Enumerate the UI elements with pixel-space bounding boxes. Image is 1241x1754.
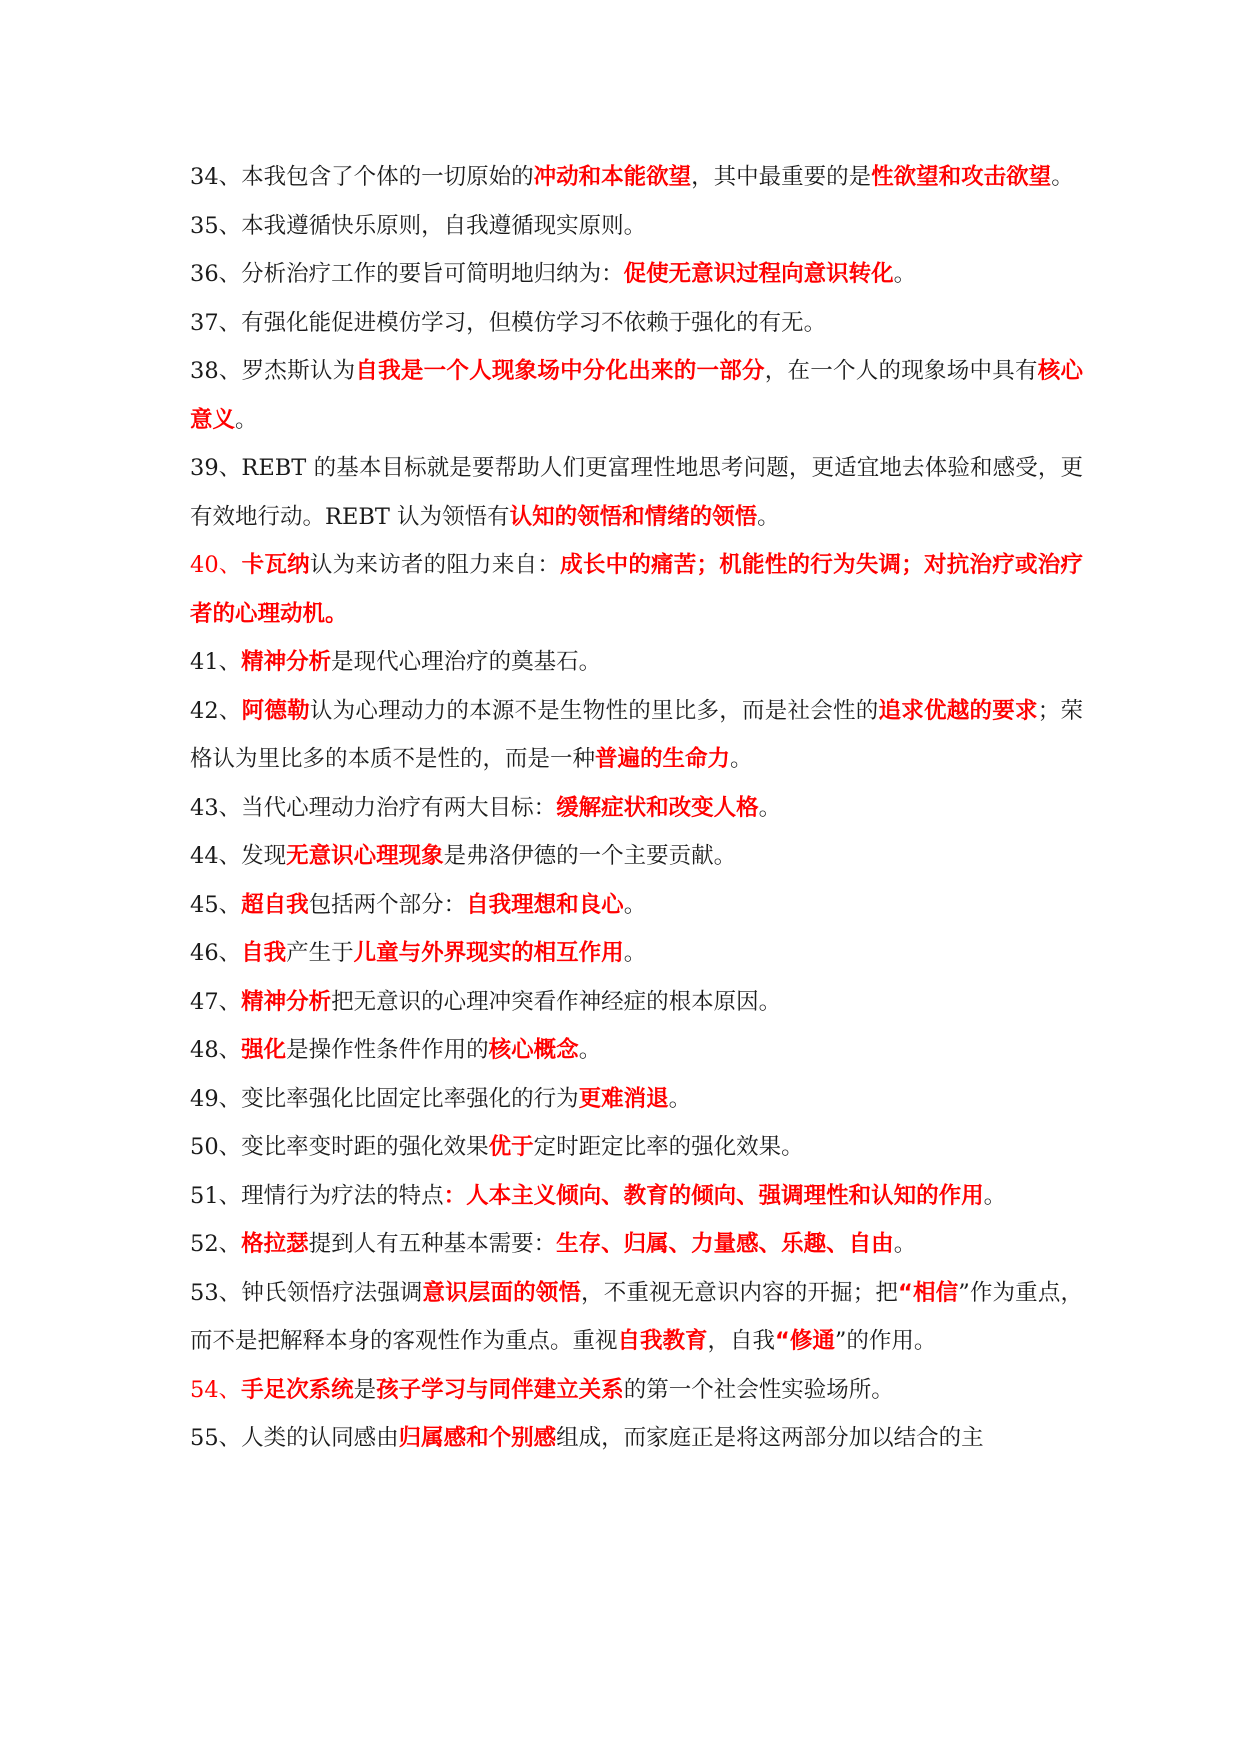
item-text: 49、变比率强化比固定比率强化的行为 (190, 1085, 579, 1112)
highlighted-answer-text: 自我是一个人现象场中分化出来的一部分 (355, 358, 765, 384)
item-text: 。 (893, 1231, 917, 1257)
item-text: ，其中最重要的是 (691, 164, 872, 190)
item-text: 36、分析治疗工作的要旨可简明地归纳为： (190, 261, 624, 287)
item-text: 。 (623, 940, 647, 966)
item-text: 41、 (190, 649, 242, 675)
highlighted-answer-text: 精神分析 (241, 988, 332, 1015)
highlighted-answer-text: “相信 (898, 1279, 959, 1306)
question-list (190, 153, 1083, 1463)
item-text: 。 (623, 891, 647, 918)
item-text: ”作为重点，而不是把解释本身的客观性作为重点。重视 (190, 1279, 1083, 1354)
item-text: 。 (893, 261, 917, 287)
question-item (190, 1026, 1083, 1075)
highlighted-answer-text: 核心概念 (488, 1037, 579, 1063)
item-text: 是现代心理治疗的奠基石。 (331, 649, 602, 675)
highlighted-answer-text: 54、 (190, 1376, 242, 1403)
question-item (190, 1172, 1083, 1221)
item-text: 。 (578, 1037, 602, 1063)
highlighted-answer-text: 冲动和本能欲望 (533, 164, 692, 190)
item-text: ，不重视无意识内容的开掘；把 (581, 1279, 899, 1306)
item-text: 44、发现 (190, 843, 287, 869)
item-text: 是操作性条件作用的 (286, 1037, 489, 1063)
highlighted-answer-text: 促使无意识过程向意识转化 (623, 261, 894, 287)
question-item (190, 347, 1083, 444)
question-item (190, 250, 1083, 299)
question-item (190, 784, 1083, 833)
highlighted-answer-text: 卡瓦纳 (241, 552, 310, 578)
item-text: 39、REBT 的基本目标就是要帮助人们更富理性地思考问题，更适宜地去体验和感受，更有效地行动。REBT 认为领悟有 (190, 455, 1083, 530)
item-text: 34、本我包含了个体的一切原始的 (190, 164, 534, 190)
item-text: 认为心理动力的本源不是生物性的里比多，而是社会性的 (309, 697, 879, 724)
highlighted-answer-text: 优于 (488, 1134, 534, 1160)
question-item (190, 541, 1083, 638)
item-text: ，自我 (707, 1328, 776, 1354)
highlighted-answer-text: 自我理想和良心 (466, 891, 624, 918)
item-text: 。 (730, 746, 753, 772)
item-text: 定时距定比率的强化效果。 (533, 1134, 804, 1160)
item-text: 52、 (190, 1231, 242, 1257)
item-text: 51、理情行为疗法的特点 (190, 1182, 444, 1209)
item-text: 包括两个部分： (308, 891, 467, 918)
question-item (190, 202, 1083, 251)
highlighted-answer-text: 强化 (241, 1037, 287, 1063)
highlighted-answer-text: 精神分析 (241, 649, 332, 675)
highlighted-answer-text: 手足次系统 (241, 1376, 354, 1403)
highlighted-answer-text: 归属感和个别感 (398, 1425, 557, 1451)
item-text: 55、人类的认同感由 (190, 1425, 399, 1451)
item-text: 。 (757, 503, 780, 530)
highlighted-answer-text: 孩子学习与同伴建立关系 (376, 1376, 624, 1403)
highlighted-answer-text: 超自我 (241, 891, 309, 918)
item-text: 46、 (190, 940, 242, 966)
question-item (190, 299, 1083, 348)
highlighted-answer-text: 成长中的痛苦；机能性的行为失调；对抗治疗或治疗者的心理动机。 (190, 552, 1083, 627)
question-item (190, 881, 1083, 930)
highlighted-answer-text: 核心意义 (190, 358, 1083, 433)
highlighted-answer-text: 性欲望和攻击欲望 (871, 164, 1052, 190)
item-text: 把无意识的心理冲突看作神经症的根本原因。 (331, 988, 782, 1015)
highlighted-answer-text: 普遍的生命力 (595, 746, 731, 772)
highlighted-answer-text: 更难消退 (578, 1085, 669, 1112)
question-item (190, 687, 1083, 784)
item-text: 。 (668, 1085, 692, 1112)
question-item (190, 444, 1083, 541)
item-text: ；荣格认为里比多的本质不是性的，而是一种 (190, 697, 1083, 772)
question-item (190, 1269, 1083, 1366)
highlighted-answer-text: “修通 (775, 1328, 835, 1354)
item-text: 45、 (190, 891, 242, 918)
highlighted-answer-text: 格拉瑟 (241, 1231, 309, 1257)
item-text: 。 (1051, 164, 1074, 190)
item-text: 的第一个社会性实验场所。 (623, 1376, 894, 1403)
highlighted-answer-text: 认知的领悟和情绪的领悟 (509, 503, 758, 530)
item-text: 50、变比率变时距的强化效果 (190, 1134, 489, 1160)
question-item (190, 153, 1083, 202)
item-text: ”的作用。 (834, 1328, 937, 1354)
item-text: 是 (353, 1376, 377, 1403)
highlighted-answer-text: 自我 (241, 940, 287, 966)
item-text: 53、钟氏领悟疗法强调 (190, 1279, 423, 1306)
item-text: 。 (235, 406, 258, 433)
question-item (190, 929, 1083, 978)
item-text: 产生于 (286, 940, 354, 966)
highlighted-answer-text: 阿德勒 (241, 697, 310, 724)
highlighted-answer-text: 缓解症状和改变人格 (556, 794, 759, 821)
item-text: 是弗洛伊德的一个主要贡献。 (443, 843, 737, 869)
highlighted-answer-text: 自我教育 (617, 1328, 708, 1354)
highlighted-answer-text: 意识层面的领悟 (422, 1279, 582, 1306)
highlighted-answer-text: ：人本主义倾向、教育的倾向、强调理性和认知的作用 (443, 1182, 984, 1209)
question-item (190, 1414, 1083, 1463)
highlighted-answer-text: 追求优越的要求 (878, 697, 1038, 724)
question-item (190, 978, 1083, 1027)
question-item (190, 1075, 1083, 1124)
question-item (190, 638, 1083, 687)
question-item (190, 1123, 1083, 1172)
highlighted-answer-text: 生存、归属、力量感、乐趣、自由 (556, 1231, 894, 1257)
item-text: 47、 (190, 988, 242, 1015)
question-item (190, 832, 1083, 881)
item-text: 。 (983, 1182, 1007, 1209)
highlighted-answer-text: 40、 (190, 552, 242, 578)
highlighted-answer-text: 无意识心理现象 (286, 843, 444, 869)
item-text: ，在一个人的现象场中具有 (764, 358, 1038, 384)
item-text: 认为来访者的阻力来自： (309, 552, 561, 578)
item-text: 提到人有五种基本需要： (308, 1231, 557, 1257)
highlighted-answer-text: 儿童与外界现实的相互作用 (353, 940, 624, 966)
question-item (190, 1366, 1083, 1415)
item-text: 43、当代心理动力治疗有两大目标： (190, 794, 557, 821)
item-text: 37、有强化能促进模仿学习，但模仿学习不依赖于强化的有无。 (190, 309, 827, 336)
item-text: 。 (758, 794, 782, 821)
item-text: 组成，而家庭正是将这两部分加以结合的主 (556, 1425, 984, 1451)
item-text: 48、 (190, 1037, 242, 1063)
question-item (190, 1220, 1083, 1269)
item-text: 38、罗杰斯认为 (190, 358, 356, 384)
item-text: 35、本我遵循快乐原则，自我遵循现实原则。 (190, 212, 647, 239)
item-text: 42、 (190, 697, 242, 724)
